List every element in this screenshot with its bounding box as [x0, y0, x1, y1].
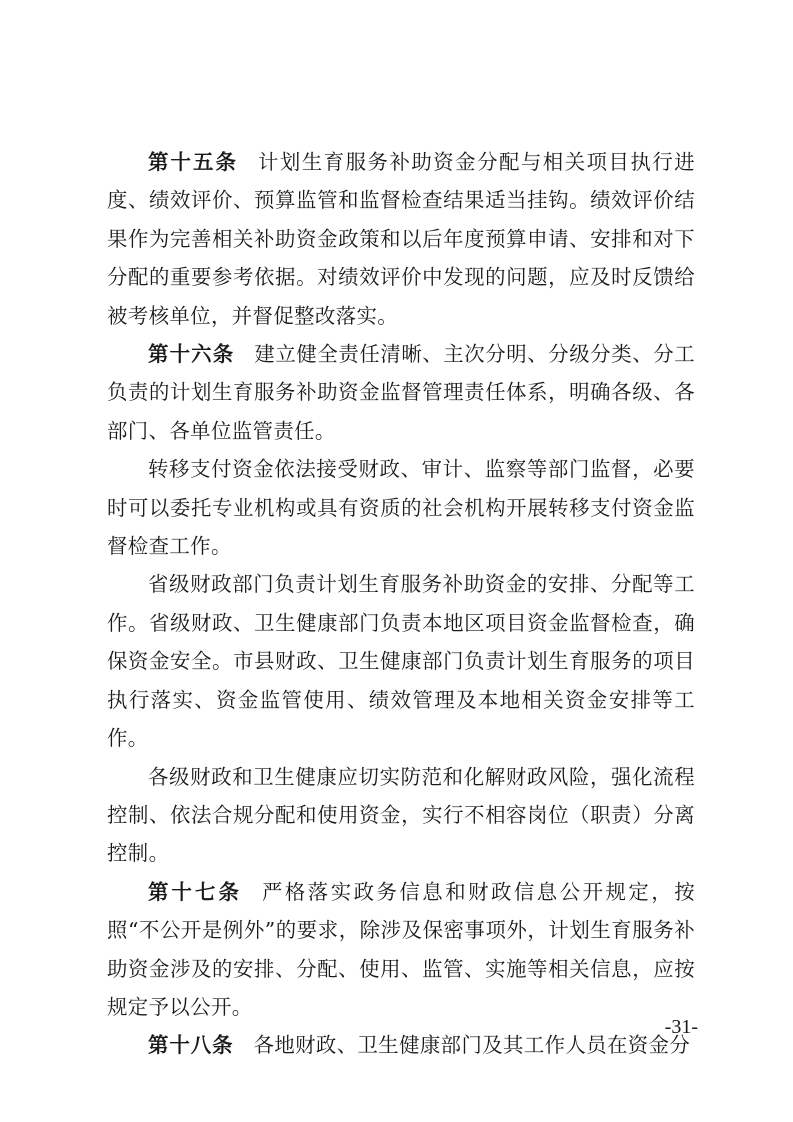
body-text: [107, 143, 695, 1065]
article-number: 第十五条: [148, 150, 239, 174]
paragraph-text: 各地财政、卫生健康部门及其工作人员在资金分: [253, 1033, 691, 1058]
paragraph-supervision: [107, 450, 695, 565]
paragraph-text: 计划生育服务补助资金分配与相关项目执行进度、绩效评价、预算监管和监督检查结果适当挂钩。绩效评价结果作为完善相关补助资金政策和以后年度预算申请、安排和对下分配的重要参考依据。对绩效评价中发现的问题，应及时反馈给被考核单位，并督促整改落实。: [107, 150, 696, 328]
paragraph-article-15: [107, 143, 695, 335]
paragraph-text: 转移支付资金依法接受财政、审计、监察等部门监督，必要时可以委托专业机构或具有资质的社会机构开展转移支付资金监督检查工作。: [107, 457, 695, 559]
paragraph-article-18: [107, 1026, 695, 1064]
paragraph-article-17: [107, 873, 695, 1027]
article-number: 第十八条: [148, 1033, 234, 1058]
paragraph-article-16: [107, 335, 695, 450]
paragraph-text: 省级财政部门负责计划生育服务补助资金的安排、分配等工作。省级财政、卫生健康部门负责本地区项目资金监督检查，确保资金安全。市县财政、卫生健康部门负责计划生育服务的项目执行落实、资金监管使用、绩效管理及本地相关资金安排等工作。: [107, 572, 695, 751]
paragraph-text: 各级财政和卫生健康应切实防范和化解财政风险，强化流程控制、依法合规分配和使用资金，实行不相容岗位（职责）分离控制。: [107, 764, 695, 866]
paragraph-risk-control: [107, 758, 695, 873]
article-number: 第十七条: [148, 879, 242, 904]
paragraph-text: 严格落实政务信息和财政信息公开规定，按照“不公开是例外”的要求，除涉及保密事项外，计划生育服务补助资金涉及的安排、分配、使用、监管、实施等相关信息，应按规定予以公开。: [107, 879, 695, 1019]
paragraph-text: 建立健全责任清晰、主次分明、分级分类、分工负责的计划生育服务补助资金监督管理责任体系，明确各级、各部门、各单位监管责任。: [107, 342, 695, 443]
article-number: 第十六条: [148, 342, 235, 367]
page-number: -31-: [664, 1016, 698, 1038]
paragraph-provincial-duties: [107, 565, 695, 757]
